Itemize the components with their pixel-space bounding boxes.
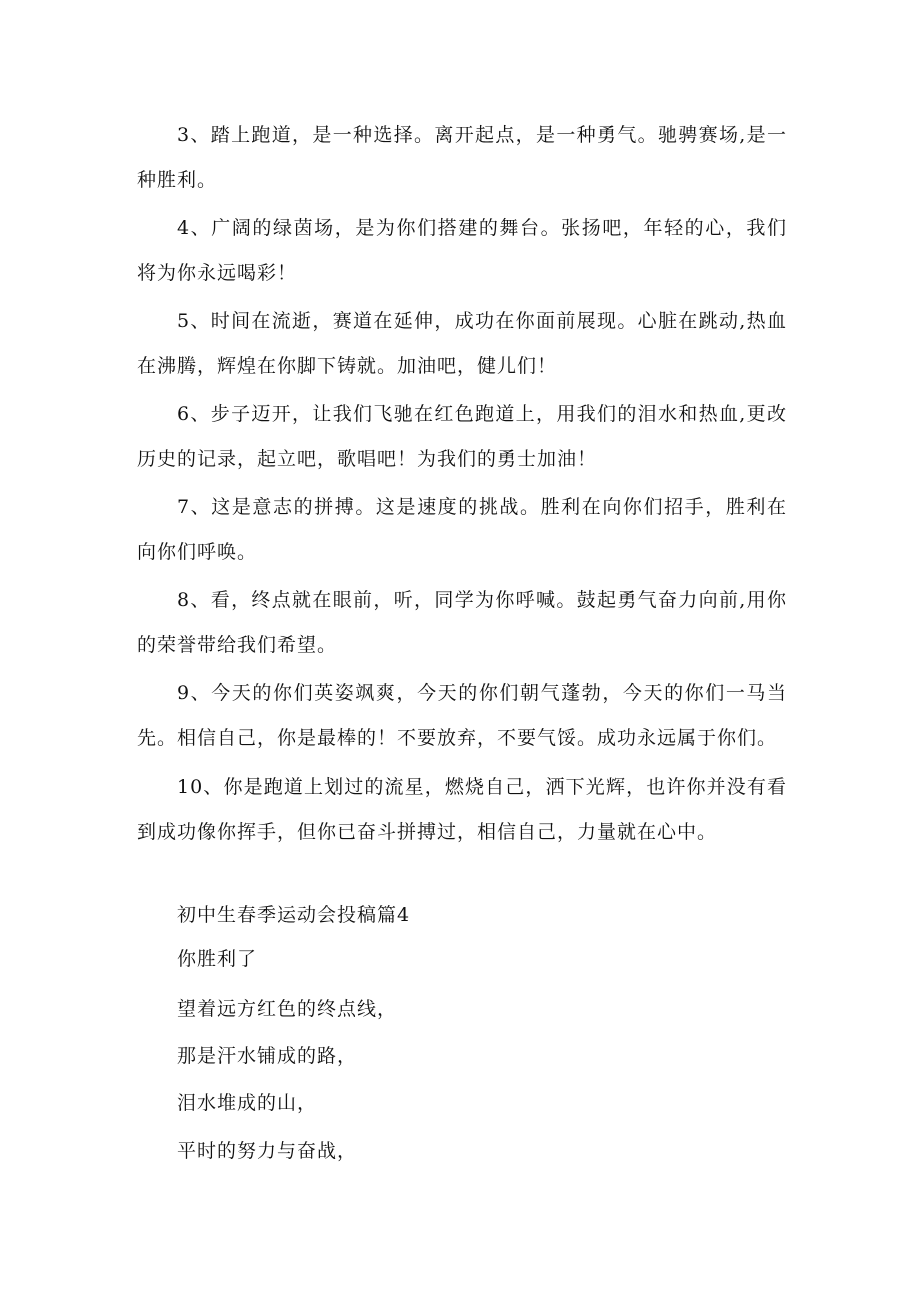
poem-line: 你胜利了 (177, 948, 258, 970)
paragraph-7: 7、这是意志的拼搏。这是速度的挑战。胜利在向你们招手，胜利在向你们呼唤。 (137, 496, 787, 563)
poem-line: 泪水堆成的山， (177, 1092, 318, 1114)
paragraph-10: 10、你是跑道上划过的流星，燃烧自己，洒下光辉，也许你并没有看到成功像你挥手，但你已奋斗拼搏过，相信自己，力量就在心中。 (137, 776, 787, 843)
paragraph-6: 6、步子迈开，让我们飞驰在红色跑道上，用我们的泪水和热血,更改历史的记录，起立吧，歌唱吧！为我们的勇士加油！ (137, 403, 787, 470)
poem-line: 平时的努力与奋战， (177, 1140, 358, 1162)
paragraph-3: 3、踏上跑道，是一种选择。离开起点，是一种勇气。驰骋赛场,是一种胜利。 (137, 124, 787, 191)
paragraph-8: 8、看，终点就在眼前，听，同学为你呼喊。鼓起勇气奋力向前,用你的荣誉带给我们希望。 (137, 589, 787, 656)
poem-line: 望着远方红色的终点线， (177, 998, 398, 1020)
paragraph-5: 5、时间在流逝，赛道在延伸，成功在你面前展现。心脏在跳动,热血在沸腾，辉煌在你脚下铸就。加油吧，健儿们！ (137, 310, 787, 377)
paragraph-9: 9、今天的你们英姿飒爽，今天的你们朝气蓬勃，今天的你们一马当先。相信自己，你是最棒的！不要放弃，不要气馁。成功永远属于你们。 (137, 682, 787, 749)
section-title: 初中生春季运动会投稿篇4 (177, 904, 411, 926)
paragraph-4: 4、广阔的绿茵场，是为你们搭建的舞台。张扬吧，年轻的心，我们将为你永远喝彩！ (137, 217, 787, 284)
poem-line: 那是汗水铺成的路， (177, 1045, 358, 1067)
